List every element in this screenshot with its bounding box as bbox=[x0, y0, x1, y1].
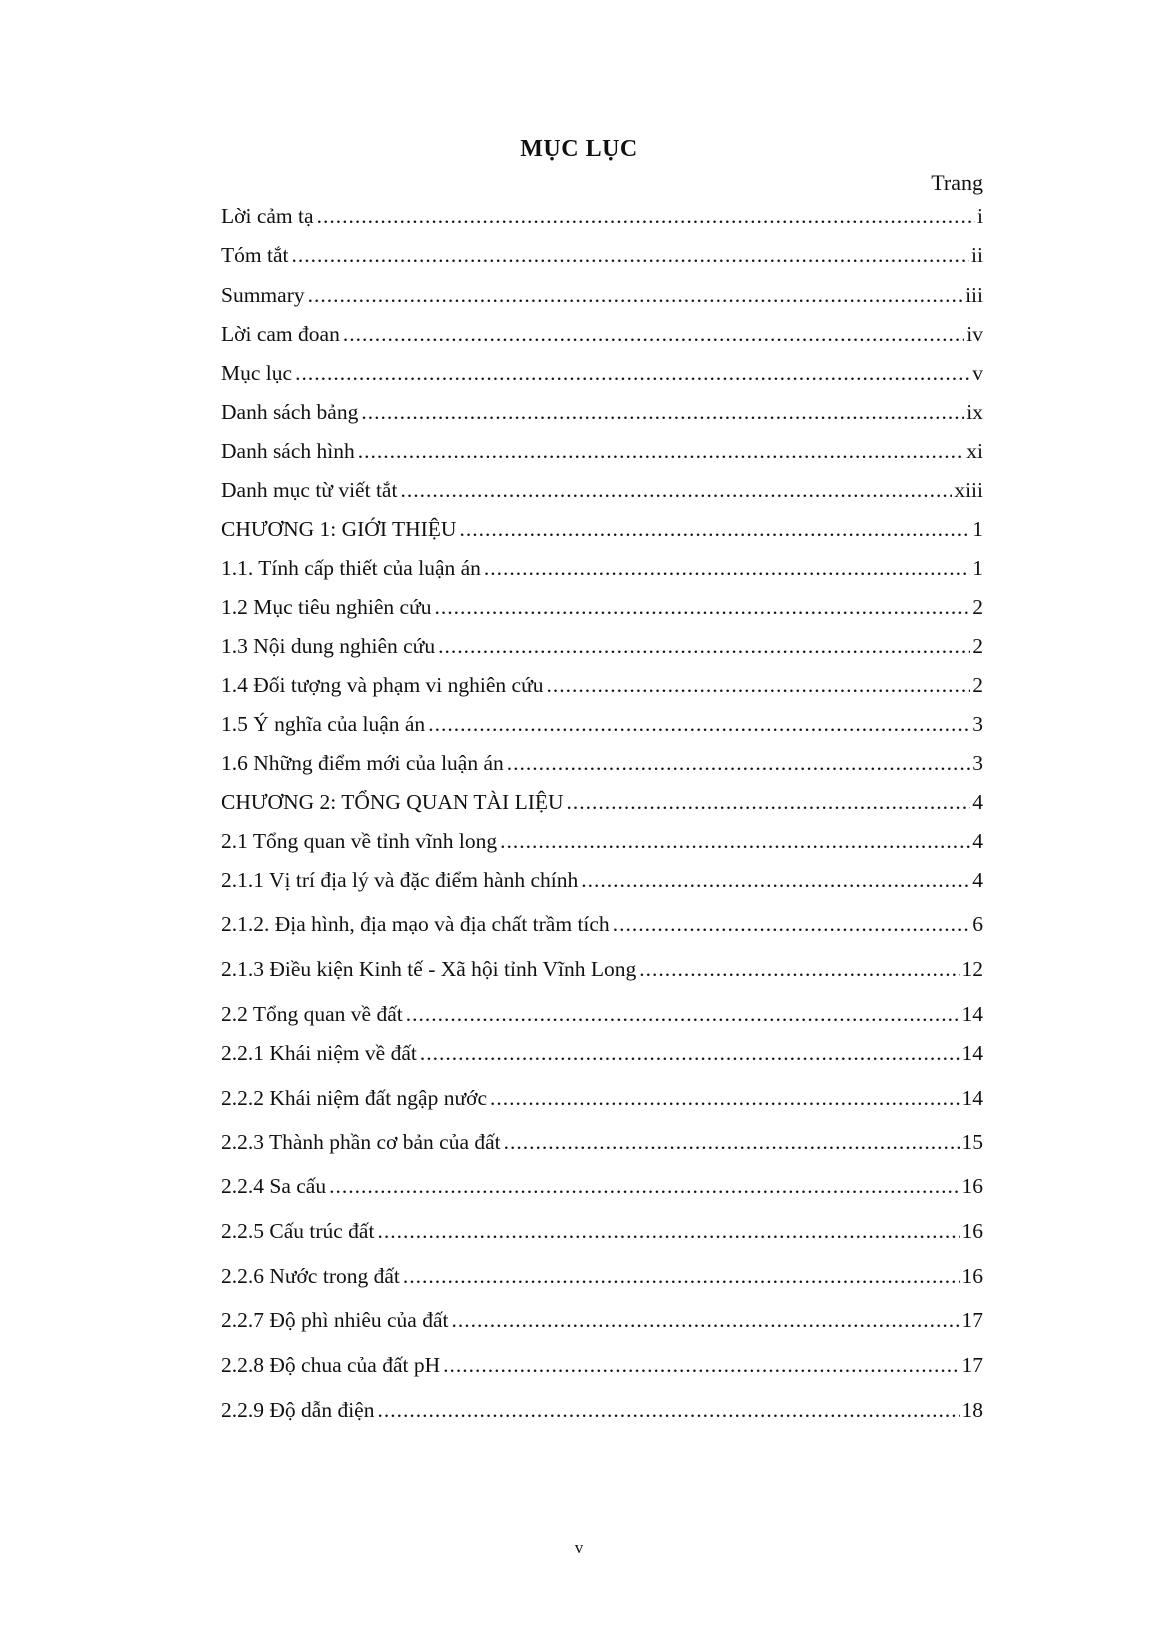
toc-entry-page: 1 bbox=[972, 517, 983, 541]
toc-entry[interactable] bbox=[221, 866, 983, 894]
toc-entry-label: 2.1 Tổng quan về tỉnh vĩnh long bbox=[221, 829, 498, 853]
toc-entry[interactable] bbox=[221, 1128, 983, 1156]
dot-leader bbox=[400, 476, 952, 504]
toc-entry-label: Danh mục từ viết tắt bbox=[221, 478, 398, 502]
toc-entry[interactable] bbox=[221, 1217, 983, 1245]
toc-entry[interactable] bbox=[221, 476, 983, 504]
toc-entry-label: Summary bbox=[221, 283, 305, 307]
toc-entry[interactable] bbox=[221, 749, 983, 777]
toc-entry-label: 1.3 Nội dung nghiên cứu bbox=[221, 634, 436, 658]
toc-entry-page: 17 bbox=[961, 1308, 983, 1332]
toc-entry-page: 14 bbox=[961, 1086, 983, 1110]
dot-leader bbox=[500, 827, 970, 855]
toc-entry-label: 2.2.3 Thành phần cơ bản của đất bbox=[221, 1130, 501, 1154]
toc-entry[interactable] bbox=[221, 1351, 983, 1379]
dot-leader bbox=[377, 1217, 959, 1245]
toc-entry-label: 2.2.7 Độ phì nhiêu của đất bbox=[221, 1308, 449, 1332]
toc-entry-label: CHƯƠNG 2: TỔNG QUAN TÀI LIỆU bbox=[221, 790, 564, 814]
dot-leader bbox=[329, 1172, 959, 1200]
toc-entry-label: 2.1.1 Vị trí địa lý và đặc điểm hành chính bbox=[221, 868, 579, 892]
dot-leader bbox=[406, 1000, 960, 1028]
dot-leader bbox=[507, 749, 970, 777]
dot-leader bbox=[317, 202, 975, 230]
dot-leader bbox=[581, 866, 970, 894]
toc-entry-page: 16 bbox=[961, 1264, 983, 1288]
toc-entry-page: 16 bbox=[961, 1174, 983, 1198]
toc-entry-page: 4 bbox=[972, 829, 983, 853]
toc-entry-label: 2.1.3 Điều kiện Kinh tế - Xã hội tỉnh Vĩnh Long bbox=[221, 957, 637, 981]
dot-leader bbox=[613, 910, 971, 938]
toc-entry-label: 1.6 Những điểm mới của luận án bbox=[221, 751, 504, 775]
toc-entry-label: 2.2.9 Độ dẫn điện bbox=[221, 1398, 375, 1422]
toc-entry-label: 2.2.8 Độ chua của đất pH bbox=[221, 1353, 441, 1377]
toc-entry-page: 1 bbox=[972, 556, 983, 580]
toc-entry-label: Mục lục bbox=[221, 361, 293, 385]
toc-entry-page: v bbox=[972, 361, 983, 385]
toc-entry[interactable] bbox=[221, 955, 983, 983]
toc-entry-page: ix bbox=[966, 400, 983, 424]
toc-entry-label: 2.2 Tổng quan về đất bbox=[221, 1002, 403, 1026]
toc-entry-label: 1.5 Ý nghĩa của luận án bbox=[221, 712, 426, 736]
dot-leader bbox=[443, 1351, 959, 1379]
dot-leader bbox=[361, 398, 964, 426]
toc-entry-label: CHƯƠNG 1: GIỚI THIỆU bbox=[221, 517, 457, 541]
toc-entry-page: 12 bbox=[961, 957, 983, 981]
dot-leader bbox=[490, 1084, 959, 1112]
toc-entry-page: i bbox=[977, 204, 983, 228]
toc-entry-label: 2.1.2. Địa hình, địa mạo và địa chất trầm tích bbox=[221, 912, 610, 936]
toc-entry-page: 2 bbox=[972, 595, 983, 619]
page-column-label: Trang bbox=[931, 170, 983, 195]
toc-entry-label: 2.2.4 Sa cấu bbox=[221, 1174, 327, 1198]
toc-entry-page: 17 bbox=[961, 1353, 983, 1377]
toc-entry-label: Lời cam đoan bbox=[221, 322, 340, 346]
dot-leader bbox=[291, 241, 969, 269]
toc-entry[interactable] bbox=[221, 281, 983, 309]
toc-entry-page: ii bbox=[971, 243, 983, 267]
dot-leader bbox=[308, 281, 963, 309]
toc-entry-label: 2.2.1 Khái niệm về đất bbox=[221, 1041, 417, 1065]
toc-entry-page: xiii bbox=[954, 478, 983, 502]
toc-entry-page: 4 bbox=[972, 790, 983, 814]
toc-entry-page: 2 bbox=[972, 673, 983, 697]
dot-leader bbox=[358, 437, 965, 465]
toc-entry-label: 2.2.2 Khái niệm đất ngập nước bbox=[221, 1086, 488, 1110]
toc-entry-label: 2.2.5 Cấu trúc đất bbox=[221, 1219, 375, 1243]
toc-entry[interactable] bbox=[221, 1039, 983, 1067]
dot-leader bbox=[452, 1306, 960, 1334]
toc-entry[interactable] bbox=[221, 554, 983, 582]
toc-entry-page: 3 bbox=[972, 712, 983, 736]
toc-entry[interactable] bbox=[221, 1172, 983, 1200]
toc-entry[interactable] bbox=[221, 202, 983, 230]
toc-entry[interactable] bbox=[221, 788, 983, 816]
toc-entry-label: 1.2 Mục tiêu nghiên cứu bbox=[221, 595, 432, 619]
dot-leader bbox=[504, 1128, 960, 1156]
toc-entry-label: Danh sách hình bbox=[221, 439, 355, 463]
toc-entry[interactable] bbox=[221, 320, 983, 348]
page-number: v bbox=[574, 1538, 584, 1557]
toc-entry[interactable] bbox=[221, 359, 983, 387]
dot-leader bbox=[420, 1039, 960, 1067]
toc-entry-page: 15 bbox=[961, 1130, 983, 1154]
toc-entry-page: 2 bbox=[972, 634, 983, 658]
toc-entry[interactable] bbox=[221, 710, 983, 738]
toc-entry-page: 14 bbox=[961, 1002, 983, 1026]
toc-entry[interactable] bbox=[221, 1306, 983, 1334]
toc-entry-page: xi bbox=[966, 439, 983, 463]
dot-leader bbox=[438, 632, 970, 660]
dot-leader bbox=[435, 593, 971, 621]
toc-entry-page: 14 bbox=[961, 1041, 983, 1065]
toc-entry-label: 1.1. Tính cấp thiết của luận án bbox=[221, 556, 481, 580]
toc-entry-page: 4 bbox=[972, 868, 983, 892]
page-title: MỤC LỤC bbox=[520, 136, 638, 162]
toc-entry-label: Lời cảm tạ bbox=[221, 204, 314, 228]
toc-entry-page: 18 bbox=[961, 1398, 983, 1422]
toc-entry[interactable] bbox=[221, 671, 983, 699]
dot-leader bbox=[428, 710, 970, 738]
toc-entry[interactable] bbox=[221, 398, 983, 426]
toc-entry[interactable] bbox=[221, 1000, 983, 1028]
toc-entry-label: Danh sách bảng bbox=[221, 400, 359, 424]
toc-entry[interactable] bbox=[221, 515, 983, 543]
toc-entry[interactable] bbox=[221, 1084, 983, 1112]
toc-entry[interactable] bbox=[221, 1262, 983, 1290]
dot-leader bbox=[403, 1262, 960, 1290]
toc-entry-page: 16 bbox=[961, 1219, 983, 1243]
toc-entry[interactable] bbox=[221, 241, 983, 269]
dot-leader bbox=[484, 554, 970, 582]
toc-entry[interactable] bbox=[221, 827, 983, 855]
toc-entry-page: iii bbox=[965, 283, 983, 307]
toc-entry[interactable] bbox=[221, 1396, 983, 1424]
toc-entry-page: 3 bbox=[972, 751, 983, 775]
dot-leader bbox=[459, 515, 970, 543]
toc-entry-page: 6 bbox=[972, 912, 983, 936]
toc-entry-label: 2.2.6 Nước trong đất bbox=[221, 1264, 400, 1288]
toc-entry[interactable] bbox=[221, 437, 983, 465]
dot-leader bbox=[547, 671, 971, 699]
dot-leader bbox=[343, 320, 964, 348]
dot-leader bbox=[377, 1396, 959, 1424]
dot-leader bbox=[295, 359, 970, 387]
toc-entry[interactable] bbox=[221, 593, 983, 621]
dot-leader bbox=[639, 955, 959, 983]
toc-entry-label: 1.4 Đối tượng và phạm vi nghiên cứu bbox=[221, 673, 544, 697]
toc-entry[interactable] bbox=[221, 910, 983, 938]
dot-leader bbox=[567, 788, 971, 816]
toc-entry-label: Tóm tắt bbox=[221, 243, 289, 267]
toc-entry-page: iv bbox=[966, 322, 983, 346]
toc-entry[interactable] bbox=[221, 632, 983, 660]
